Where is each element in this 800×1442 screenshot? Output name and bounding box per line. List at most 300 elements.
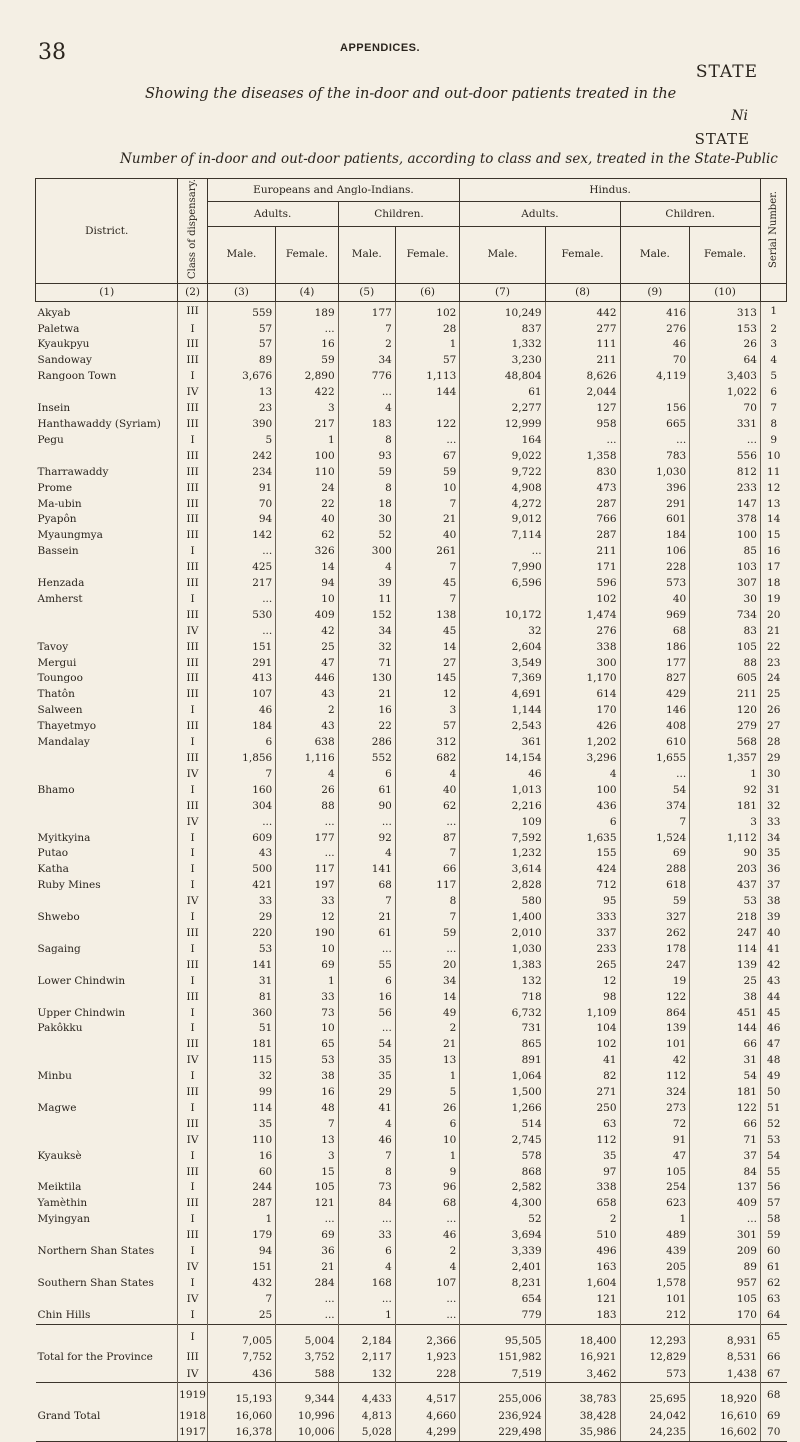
value-cell: 776 xyxy=(338,369,395,385)
serial-cell: 33 xyxy=(760,815,786,831)
running-head: APPENDICES. xyxy=(340,42,421,54)
value-cell: 1,635 xyxy=(545,831,620,847)
value-cell: 218 xyxy=(690,910,761,926)
value-cell: 4,908 xyxy=(460,481,545,497)
value-cell: 3 xyxy=(276,401,338,417)
table-row xyxy=(36,990,787,1006)
table-title-patients: Number of in-door and out-door patients, according to class and sex, treated in the State-Public xyxy=(120,151,778,167)
class-cell: III xyxy=(178,671,207,687)
eu-adults-header: Adults. xyxy=(207,202,338,226)
table-row xyxy=(36,1244,787,1260)
value-cell: 70 xyxy=(690,401,761,417)
value-cell: 16 xyxy=(338,990,395,1006)
serial-cell: 36 xyxy=(760,862,786,878)
value-cell: 7,369 xyxy=(460,671,545,687)
value-cell: ... xyxy=(545,433,620,449)
value-cell: 1,266 xyxy=(460,1101,545,1117)
value-cell: 1,400 xyxy=(460,910,545,926)
district-cell xyxy=(36,1053,178,1069)
value-cell: 112 xyxy=(545,1133,620,1149)
value-cell: 21 xyxy=(338,910,395,926)
value-cell: 38,783 xyxy=(545,1383,620,1408)
hi-children-header: Children. xyxy=(620,202,760,226)
value-cell: 69 xyxy=(276,1228,338,1244)
value-cell: ... xyxy=(276,322,338,338)
value-cell: 5,004 xyxy=(276,1324,338,1349)
serial-cell: 52 xyxy=(760,1117,786,1133)
serial-cell: 53 xyxy=(760,1133,786,1149)
value-cell: 211 xyxy=(690,687,761,703)
value-cell: 300 xyxy=(545,656,620,672)
value-cell: 102 xyxy=(395,301,460,321)
class-cell: I xyxy=(178,783,207,799)
value-cell: 13 xyxy=(276,1133,338,1149)
value-cell: ... xyxy=(207,592,276,608)
class-cell: I xyxy=(178,735,207,751)
value-cell: 32 xyxy=(460,624,545,640)
value-cell: 233 xyxy=(545,942,620,958)
value-cell: 31 xyxy=(690,1053,761,1069)
serial-cell: 47 xyxy=(760,1037,786,1053)
value-cell: 1 xyxy=(395,1149,460,1165)
value-cell: 155 xyxy=(545,846,620,862)
value-cell: 48 xyxy=(276,1101,338,1117)
serial-cell: 14 xyxy=(760,512,786,528)
value-cell: 500 xyxy=(207,862,276,878)
district-cell: Putao xyxy=(37,847,69,860)
colnum: (6) xyxy=(395,283,460,301)
value-cell: 4 xyxy=(395,767,460,783)
value-cell: 67 xyxy=(395,449,460,465)
value-cell: 3 xyxy=(276,1149,338,1165)
serial-cell: 32 xyxy=(760,799,786,815)
value-cell: 5 xyxy=(395,1085,460,1101)
district-cell: Hanthawaddy (Syriam) xyxy=(37,417,161,430)
serial-cell: 45 xyxy=(760,1006,786,1022)
table-row xyxy=(36,465,787,481)
value-cell: 160 xyxy=(207,783,276,799)
value-cell: 102 xyxy=(545,592,620,608)
value-cell: 7 xyxy=(620,815,690,831)
value-cell: 1,500 xyxy=(460,1085,545,1101)
value-cell: 98 xyxy=(545,990,620,1006)
district-cell: Amherst xyxy=(37,592,83,605)
value-cell: 10,006 xyxy=(276,1424,338,1441)
value-cell: 7 xyxy=(395,592,460,608)
total-label xyxy=(36,1366,178,1383)
value-cell: 21 xyxy=(395,512,460,528)
value-cell: 64 xyxy=(690,353,761,369)
value-cell: 1,030 xyxy=(620,465,690,481)
value-cell: 1,144 xyxy=(460,703,545,719)
eu-adult-female-header: Female. xyxy=(276,226,338,283)
value-cell: 432 xyxy=(207,1276,276,1292)
value-cell: 2,010 xyxy=(460,926,545,942)
district-cell xyxy=(36,1133,178,1149)
value-cell: 7,005 xyxy=(207,1324,276,1349)
value-cell: 70 xyxy=(620,353,690,369)
table-row xyxy=(36,751,787,767)
value-cell: 291 xyxy=(207,656,276,672)
value-cell: 2 xyxy=(545,1212,620,1228)
value-cell: ... xyxy=(395,1212,460,1228)
district-cell: Ma-ubin xyxy=(37,497,82,510)
value-cell: 1,112 xyxy=(690,831,761,847)
serial-cell: 43 xyxy=(760,974,786,990)
class-cell: III xyxy=(178,337,207,353)
value-cell: 1,116 xyxy=(276,751,338,767)
value-cell: 105 xyxy=(620,1165,690,1181)
value-cell: 43 xyxy=(276,687,338,703)
value-cell: 171 xyxy=(545,560,620,576)
class-cell: I xyxy=(178,1149,207,1165)
class-cell: I xyxy=(178,1006,207,1022)
class-cell: III xyxy=(178,1117,207,1133)
value-cell: 426 xyxy=(545,719,620,735)
district-cell xyxy=(36,990,178,1006)
value-cell: 424 xyxy=(545,862,620,878)
class-cell: I xyxy=(178,1069,207,1085)
value-cell: 242 xyxy=(207,449,276,465)
serial-cell: 22 xyxy=(760,640,786,656)
table-row xyxy=(36,1149,787,1165)
value-cell: 510 xyxy=(545,1228,620,1244)
value-cell: 408 xyxy=(620,719,690,735)
value-cell: 610 xyxy=(620,735,690,751)
value-cell: 14 xyxy=(395,990,460,1006)
class-cell: IV xyxy=(178,1292,207,1308)
class-header-label: Class of dispensary. xyxy=(187,179,199,280)
serial-cell: 1 xyxy=(760,301,786,321)
district-cell xyxy=(36,926,178,942)
value-cell: 7 xyxy=(276,1117,338,1133)
district-cell xyxy=(36,767,178,783)
value-cell: 301 xyxy=(690,1228,761,1244)
value-cell: 73 xyxy=(338,1180,395,1196)
table-row xyxy=(36,401,787,417)
value-cell: 413 xyxy=(207,671,276,687)
table-row xyxy=(36,815,787,831)
value-cell: 205 xyxy=(620,1260,690,1276)
class-cell: III xyxy=(178,1037,207,1053)
value-cell: 273 xyxy=(620,1101,690,1117)
value-cell: 31 xyxy=(207,974,276,990)
class-cell: III xyxy=(178,1085,207,1101)
district-cell xyxy=(36,1117,178,1133)
value-cell: 271 xyxy=(545,1085,620,1101)
value-cell: 48,804 xyxy=(460,369,545,385)
class-cell: I xyxy=(178,322,207,338)
value-cell: 26 xyxy=(276,783,338,799)
class-cell: IV xyxy=(178,385,207,401)
district-cell: Pakôkku xyxy=(37,1022,83,1035)
value-cell: 151 xyxy=(207,640,276,656)
value-cell: 43 xyxy=(207,846,276,862)
value-cell: 1,064 xyxy=(460,1069,545,1085)
serial-cell: 7 xyxy=(760,401,786,417)
value-cell: 304 xyxy=(207,799,276,815)
value-cell: 112 xyxy=(620,1069,690,1085)
value-cell: 287 xyxy=(207,1196,276,1212)
value-cell: 59 xyxy=(620,894,690,910)
value-cell: 2 xyxy=(276,703,338,719)
serial-cell: 26 xyxy=(760,703,786,719)
value-cell: 1,357 xyxy=(690,751,761,767)
value-cell: 234 xyxy=(207,465,276,481)
value-cell: 122 xyxy=(395,417,460,433)
table-row xyxy=(36,417,787,433)
value-cell: 181 xyxy=(207,1037,276,1053)
value-cell: 24,235 xyxy=(620,1424,690,1441)
value-cell: 6 xyxy=(338,767,395,783)
value-cell: 35 xyxy=(207,1117,276,1133)
serial-cell: 9 xyxy=(760,433,786,449)
value-cell: 255,006 xyxy=(460,1383,545,1408)
value-cell: 105 xyxy=(276,1180,338,1196)
value-cell: 10 xyxy=(395,1133,460,1149)
value-cell: 141 xyxy=(338,862,395,878)
table-row xyxy=(36,1292,787,1308)
value-cell: 144 xyxy=(395,385,460,401)
value-cell: 55 xyxy=(338,958,395,974)
value-cell: 209 xyxy=(690,1244,761,1260)
value-cell: 436 xyxy=(545,799,620,815)
value-cell: 7 xyxy=(395,497,460,513)
value-cell: 71 xyxy=(690,1133,761,1149)
value-cell: 68 xyxy=(338,878,395,894)
serial-cell: 23 xyxy=(760,656,786,672)
value-cell: 3,752 xyxy=(276,1349,338,1366)
value-cell: 326 xyxy=(276,544,338,560)
table-row xyxy=(36,1101,787,1117)
value-cell: 446 xyxy=(276,671,338,687)
value-cell: 228 xyxy=(395,1366,460,1383)
value-cell: 212 xyxy=(620,1308,690,1324)
value-cell: 7,519 xyxy=(460,1366,545,1383)
value-cell: 33 xyxy=(276,894,338,910)
class-cell: III xyxy=(178,1165,207,1181)
district-cell xyxy=(36,1037,178,1053)
value-cell: 59 xyxy=(395,465,460,481)
value-cell: 151,982 xyxy=(460,1349,545,1366)
value-cell: 1 xyxy=(276,433,338,449)
value-cell: 11 xyxy=(338,592,395,608)
value-cell: 57 xyxy=(395,353,460,369)
table-row xyxy=(36,322,787,338)
class-cell: I xyxy=(178,1276,207,1292)
value-cell: 734 xyxy=(690,608,761,624)
value-cell: 1,856 xyxy=(207,751,276,767)
value-cell: 54 xyxy=(690,1069,761,1085)
value-cell: 361 xyxy=(460,735,545,751)
class-cell: III xyxy=(178,719,207,735)
value-cell: 84 xyxy=(338,1196,395,1212)
value-cell: 18,400 xyxy=(545,1324,620,1349)
class-cell: III xyxy=(178,417,207,433)
serial-cell: 50 xyxy=(760,1085,786,1101)
value-cell xyxy=(620,385,690,401)
value-cell: 891 xyxy=(460,1053,545,1069)
value-cell: 390 xyxy=(207,417,276,433)
class-cell: III xyxy=(178,926,207,942)
class-header xyxy=(178,179,207,284)
value-cell: 2,277 xyxy=(460,401,545,417)
serial-cell: 12 xyxy=(760,481,786,497)
value-cell: 10 xyxy=(395,481,460,497)
eu-adult-male-header: Male. xyxy=(207,226,276,283)
value-cell: 1,232 xyxy=(460,846,545,862)
value-cell: 92 xyxy=(338,831,395,847)
district-cell: Magwe xyxy=(37,1101,77,1114)
table-row xyxy=(36,926,787,942)
value-cell: 45 xyxy=(395,576,460,592)
value-cell: 14 xyxy=(276,560,338,576)
value-cell: 409 xyxy=(690,1196,761,1212)
value-cell: ... xyxy=(276,846,338,862)
value-cell: 95 xyxy=(545,894,620,910)
value-cell: 42 xyxy=(620,1053,690,1069)
value-cell: 7 xyxy=(338,894,395,910)
value-cell: 35 xyxy=(338,1069,395,1085)
class-cell: IV xyxy=(178,767,207,783)
value-cell: 71 xyxy=(338,656,395,672)
value-cell: 24 xyxy=(276,481,338,497)
value-cell: 51 xyxy=(207,1021,276,1037)
colnum: (7) xyxy=(460,283,545,301)
value-cell: 115 xyxy=(207,1053,276,1069)
value-cell: 56 xyxy=(338,1006,395,1022)
value-cell: ... xyxy=(690,433,761,449)
page-number: 38 xyxy=(38,40,66,65)
value-cell: 7,752 xyxy=(207,1349,276,1366)
value-cell: 6 xyxy=(338,1244,395,1260)
class-cell: III xyxy=(178,799,207,815)
value-cell: ... xyxy=(395,815,460,831)
district-cell: Tharrawaddy xyxy=(37,465,109,478)
district-cell: Myaungmya xyxy=(37,529,103,542)
value-cell: 59 xyxy=(395,926,460,942)
district-cell: Kyaukpyu xyxy=(37,338,90,351)
value-cell: 217 xyxy=(207,576,276,592)
value-cell: 969 xyxy=(620,608,690,624)
value-cell: 47 xyxy=(620,1149,690,1165)
value-cell: ... xyxy=(276,815,338,831)
value-cell: 287 xyxy=(545,528,620,544)
table-row xyxy=(36,1308,787,1324)
table-row xyxy=(36,1117,787,1133)
value-cell: 121 xyxy=(545,1292,620,1308)
serial-cell: 2 xyxy=(760,322,786,338)
value-cell: 360 xyxy=(207,1006,276,1022)
value-cell: 8 xyxy=(338,433,395,449)
value-cell: ... xyxy=(620,433,690,449)
class-cell: I xyxy=(178,703,207,719)
value-cell: 473 xyxy=(545,481,620,497)
value-cell: 10 xyxy=(276,592,338,608)
serial-header-label: Serial Number. xyxy=(767,190,779,268)
value-cell: 3,403 xyxy=(690,369,761,385)
district-cell: Paletwa xyxy=(37,322,80,335)
value-cell: 618 xyxy=(620,878,690,894)
value-cell: 421 xyxy=(207,878,276,894)
value-cell: 4 xyxy=(276,767,338,783)
district-cell: Sagaing xyxy=(37,942,81,955)
table-row xyxy=(36,640,787,656)
value-cell: 33 xyxy=(207,894,276,910)
value-cell: 91 xyxy=(207,481,276,497)
district-cell xyxy=(36,894,178,910)
value-cell: 2 xyxy=(395,1244,460,1260)
value-cell: 18 xyxy=(338,497,395,513)
serial-cell: 35 xyxy=(760,846,786,862)
value-cell: 250 xyxy=(545,1101,620,1117)
value-cell: 8,231 xyxy=(460,1276,545,1292)
value-cell: 184 xyxy=(620,528,690,544)
value-cell: 837 xyxy=(460,322,545,338)
value-cell: 233 xyxy=(690,481,761,497)
value-cell: 1,358 xyxy=(545,449,620,465)
class-cell: I xyxy=(178,369,207,385)
value-cell: 94 xyxy=(207,1244,276,1260)
value-cell: 34 xyxy=(338,353,395,369)
value-cell: 110 xyxy=(207,1133,276,1149)
value-cell: 601 xyxy=(620,512,690,528)
table-row xyxy=(36,385,787,401)
district-cell xyxy=(36,1228,178,1244)
serial-cell: 58 xyxy=(760,1212,786,1228)
table-row xyxy=(36,608,787,624)
value-cell: 24,042 xyxy=(620,1408,690,1425)
value-cell: 442 xyxy=(545,301,620,321)
value-cell: 107 xyxy=(207,687,276,703)
class-cell: III xyxy=(178,497,207,513)
value-cell: 93 xyxy=(338,449,395,465)
value-cell: 556 xyxy=(690,449,761,465)
class-cell: I xyxy=(178,1101,207,1117)
value-cell: 54 xyxy=(338,1037,395,1053)
value-cell: ... xyxy=(460,544,545,560)
value-cell: 596 xyxy=(545,576,620,592)
serial-cell: 69 xyxy=(760,1408,786,1425)
district-cell: Meiktila xyxy=(37,1181,82,1194)
value-cell: 7 xyxy=(207,1292,276,1308)
class-cell: III xyxy=(178,990,207,1006)
value-cell: 16 xyxy=(207,1149,276,1165)
table-body xyxy=(36,301,787,1441)
value-cell: 429 xyxy=(620,687,690,703)
value-cell: 89 xyxy=(207,353,276,369)
value-cell: 40 xyxy=(395,783,460,799)
value-cell: 262 xyxy=(620,926,690,942)
serial-cell: 15 xyxy=(760,528,786,544)
value-cell: 114 xyxy=(207,1101,276,1117)
table-row xyxy=(36,369,787,385)
table-row xyxy=(36,703,787,719)
value-cell: 46 xyxy=(460,767,545,783)
serial-cell: 60 xyxy=(760,1244,786,1260)
value-cell: 1,474 xyxy=(545,608,620,624)
class-cell: III xyxy=(178,687,207,703)
value-cell: 8 xyxy=(338,1165,395,1181)
value-cell: 3 xyxy=(395,703,460,719)
value-cell: 70 xyxy=(207,497,276,513)
value-cell: 333 xyxy=(545,910,620,926)
value-cell: 21 xyxy=(395,1037,460,1053)
europeans-header: Europeans and Anglo-Indians. xyxy=(207,179,460,202)
class-cell: I xyxy=(178,1324,207,1349)
district-cell xyxy=(36,560,178,576)
class-cell: III xyxy=(178,656,207,672)
